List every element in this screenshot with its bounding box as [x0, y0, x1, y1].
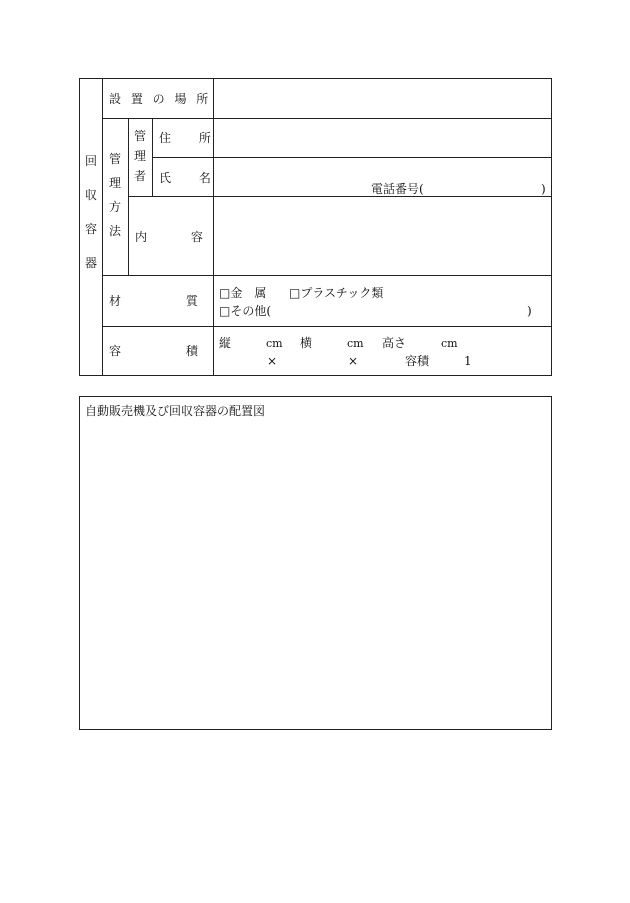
divider [102, 275, 552, 276]
management-method-label [108, 152, 122, 238]
management-method-char: 理 [108, 176, 121, 190]
volume-cm-3: cm [441, 337, 458, 350]
container-label-char: 回 [84, 154, 97, 168]
volume-cm-2: cm [347, 337, 364, 350]
phone-close: ) [541, 182, 546, 196]
volume-tate: 縦 [219, 336, 232, 350]
layout-diagram-box [79, 396, 552, 730]
management-method-char: 管 [108, 152, 121, 166]
address-label: 住 所 [159, 131, 215, 145]
container-label-char: 容 [84, 222, 97, 236]
location-label: 設 置 の 場 所 [109, 92, 212, 106]
container-label-char: 器 [84, 256, 97, 270]
volume-times-1: × [267, 354, 278, 368]
management-method-char: 方 [108, 200, 121, 214]
material-plastic-checkbox[interactable]: □プラスチック類 [289, 286, 384, 300]
layout-diagram-title: 自動販売機及び回収容器の配置図 [85, 404, 266, 418]
manager-label-char: 管 [133, 129, 146, 143]
divider [128, 196, 552, 197]
divider [102, 79, 103, 375]
phone-label: 電話番号( [371, 182, 424, 196]
manager-label-char: 理 [133, 149, 146, 163]
container-label-char: 収 [84, 188, 97, 202]
manager-label [133, 129, 147, 183]
volume-takasa: 高さ [382, 336, 407, 350]
divider [102, 326, 552, 327]
name-label: 氏 名 [159, 171, 215, 185]
container-label [84, 154, 98, 270]
material-other-close: ) [527, 304, 532, 318]
content-label: 内 容 [135, 230, 207, 244]
collection-container-form [79, 78, 552, 376]
material-metal-checkbox[interactable]: □金 属 [219, 286, 267, 300]
divider [102, 118, 552, 119]
volume-label: 容 積 [109, 344, 203, 358]
divider [213, 79, 214, 375]
management-method-char: 法 [108, 224, 121, 238]
volume-times-2: × [348, 354, 359, 368]
divider [152, 157, 552, 158]
material-other-checkbox[interactable]: □その他( [219, 304, 272, 318]
manager-label-char: 者 [133, 169, 146, 183]
volume-yoko: 横 [300, 336, 313, 350]
volume-capacity-label: 容積 [405, 354, 430, 368]
volume-capacity-value: 1 [464, 354, 472, 368]
material-label: 材 質 [109, 294, 203, 308]
volume-cm-1: cm [266, 337, 283, 350]
